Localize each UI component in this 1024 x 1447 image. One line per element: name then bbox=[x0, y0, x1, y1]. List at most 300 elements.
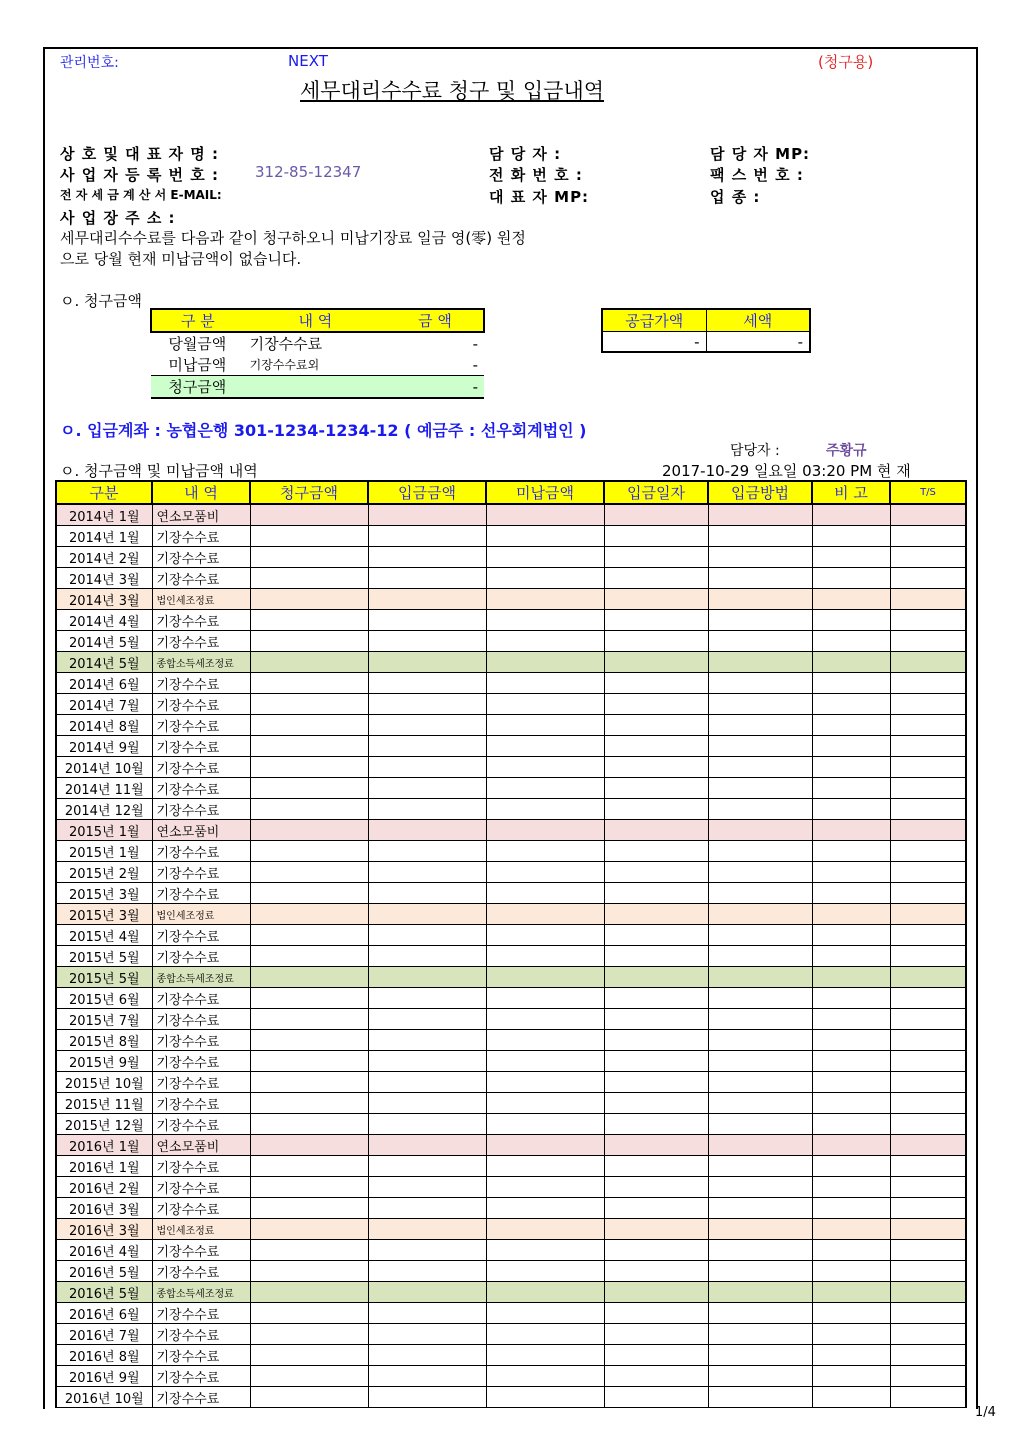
history-period: 2015년 3월 bbox=[56, 883, 152, 904]
history-cell bbox=[368, 568, 486, 589]
history-row bbox=[56, 504, 966, 526]
history-cell bbox=[708, 1219, 812, 1240]
history-cell bbox=[604, 547, 708, 568]
history-cell bbox=[890, 1240, 966, 1261]
notice-line-2: 으로 당월 현재 미납금액이 없습니다. bbox=[60, 250, 302, 268]
history-cell bbox=[250, 526, 368, 547]
history-detail: 기장수수료 bbox=[152, 1324, 250, 1345]
history-cell bbox=[604, 504, 708, 526]
history-cell bbox=[250, 589, 368, 610]
history-cell bbox=[604, 1261, 708, 1282]
history-cell bbox=[604, 820, 708, 841]
copy-type-label: (청구용) bbox=[818, 53, 874, 71]
history-period: 2014년 1월 bbox=[56, 504, 152, 526]
col-detail: 내 역 bbox=[152, 481, 250, 504]
history-period: 2014년 4월 bbox=[56, 610, 152, 631]
history-cell bbox=[486, 1324, 604, 1345]
history-cell bbox=[604, 1009, 708, 1030]
history-cell bbox=[368, 1072, 486, 1093]
history-cell bbox=[250, 1093, 368, 1114]
business-type-label: 업 종 : bbox=[710, 188, 761, 206]
history-cell bbox=[890, 1324, 966, 1345]
history-cell bbox=[604, 1324, 708, 1345]
history-cell bbox=[890, 1030, 966, 1051]
history-cell bbox=[708, 610, 812, 631]
history-cell bbox=[604, 610, 708, 631]
history-cell bbox=[486, 1135, 604, 1156]
history-detail: 기장수수료 bbox=[152, 1156, 250, 1177]
history-cell bbox=[708, 841, 812, 862]
history-cell bbox=[604, 988, 708, 1009]
history-detail: 연소모품비 bbox=[152, 1135, 250, 1156]
history-period: 2015년 4월 bbox=[56, 925, 152, 946]
history-cell bbox=[812, 631, 890, 652]
history-row bbox=[56, 862, 966, 883]
history-cell bbox=[368, 1240, 486, 1261]
history-cell bbox=[604, 841, 708, 862]
history-cell bbox=[368, 1261, 486, 1282]
history-cell bbox=[368, 778, 486, 799]
history-cell bbox=[890, 1366, 966, 1387]
history-cell bbox=[890, 694, 966, 715]
history-detail: 기장수수료 bbox=[152, 988, 250, 1009]
history-cell bbox=[812, 841, 890, 862]
history-row bbox=[56, 820, 966, 841]
history-cell bbox=[604, 1387, 708, 1408]
history-period: 2016년 4월 bbox=[56, 1240, 152, 1261]
history-period: 2015년 1월 bbox=[56, 820, 152, 841]
history-cell bbox=[812, 883, 890, 904]
history-cell bbox=[812, 673, 890, 694]
history-cell bbox=[812, 610, 890, 631]
history-row bbox=[56, 1303, 966, 1324]
history-row bbox=[56, 778, 966, 799]
history-row bbox=[56, 946, 966, 967]
history-cell bbox=[604, 778, 708, 799]
history-cell bbox=[368, 1135, 486, 1156]
history-row bbox=[56, 1177, 966, 1198]
history-cell bbox=[890, 1177, 966, 1198]
history-detail: 법인세조정료 bbox=[152, 904, 250, 925]
history-detail: 종합소득세조정료 bbox=[152, 1282, 250, 1303]
history-cell bbox=[708, 946, 812, 967]
history-cell bbox=[890, 1282, 966, 1303]
history-cell bbox=[708, 1114, 812, 1135]
history-detail: 기장수수료 bbox=[152, 1009, 250, 1030]
history-cell bbox=[604, 904, 708, 925]
history-cell bbox=[604, 589, 708, 610]
history-cell bbox=[890, 1072, 966, 1093]
history-cell bbox=[708, 778, 812, 799]
history-period: 2015년 5월 bbox=[56, 946, 152, 967]
history-cell bbox=[890, 504, 966, 526]
account-manager-name: 주황규 bbox=[826, 443, 867, 459]
history-cell bbox=[708, 1156, 812, 1177]
history-cell bbox=[486, 820, 604, 841]
history-detail: 기장수수료 bbox=[152, 568, 250, 589]
billing-header-detail: 내 역 bbox=[244, 309, 387, 332]
history-cell bbox=[708, 820, 812, 841]
history-cell bbox=[486, 1366, 604, 1387]
history-cell bbox=[368, 757, 486, 778]
history-cell bbox=[486, 967, 604, 988]
history-cell bbox=[708, 547, 812, 568]
history-period: 2014년 11월 bbox=[56, 778, 152, 799]
history-cell bbox=[250, 1219, 368, 1240]
history-cell bbox=[250, 652, 368, 673]
history-detail: 기장수수료 bbox=[152, 1093, 250, 1114]
billing-table bbox=[150, 308, 485, 399]
history-cell bbox=[368, 1303, 486, 1324]
history-row bbox=[56, 1114, 966, 1135]
history-cell bbox=[604, 1345, 708, 1366]
history-detail: 법인세조정료 bbox=[152, 1219, 250, 1240]
history-cell bbox=[486, 1345, 604, 1366]
history-period: 2016년 3월 bbox=[56, 1198, 152, 1219]
history-detail: 법인세조정료 bbox=[152, 589, 250, 610]
history-cell bbox=[486, 547, 604, 568]
history-cell bbox=[604, 1219, 708, 1240]
history-cell bbox=[368, 799, 486, 820]
history-period: 2014년 7월 bbox=[56, 694, 152, 715]
history-row bbox=[56, 1198, 966, 1219]
history-cell bbox=[708, 589, 812, 610]
history-cell bbox=[708, 736, 812, 757]
history-cell bbox=[604, 1072, 708, 1093]
history-cell bbox=[708, 1345, 812, 1366]
history-cell bbox=[250, 610, 368, 631]
history-cell bbox=[486, 504, 604, 526]
history-cell bbox=[486, 631, 604, 652]
history-cell bbox=[486, 988, 604, 1009]
history-cell bbox=[604, 1240, 708, 1261]
history-cell bbox=[890, 799, 966, 820]
history-row bbox=[56, 547, 966, 568]
history-cell bbox=[250, 946, 368, 967]
history-cell bbox=[250, 757, 368, 778]
history-cell bbox=[708, 652, 812, 673]
billing-section-label: ㅇ. 청구금액 bbox=[60, 292, 142, 310]
history-cell bbox=[890, 736, 966, 757]
history-cell bbox=[604, 526, 708, 547]
history-cell bbox=[604, 736, 708, 757]
history-cell bbox=[486, 1051, 604, 1072]
history-row bbox=[56, 904, 966, 925]
history-cell bbox=[604, 694, 708, 715]
history-row bbox=[56, 631, 966, 652]
history-cell bbox=[368, 547, 486, 568]
history-cell bbox=[486, 1198, 604, 1219]
history-detail: 기장수수료 bbox=[152, 1051, 250, 1072]
history-cell bbox=[486, 904, 604, 925]
history-cell bbox=[368, 715, 486, 736]
history-period: 2016년 5월 bbox=[56, 1282, 152, 1303]
history-cell bbox=[250, 736, 368, 757]
history-cell bbox=[250, 1198, 368, 1219]
history-cell bbox=[604, 1177, 708, 1198]
history-cell bbox=[368, 736, 486, 757]
history-cell bbox=[250, 967, 368, 988]
history-cell bbox=[604, 862, 708, 883]
history-cell bbox=[368, 1324, 486, 1345]
billing-amount: - bbox=[472, 334, 478, 353]
history-cell bbox=[250, 504, 368, 526]
history-cell bbox=[812, 1093, 890, 1114]
history-cell bbox=[486, 1282, 604, 1303]
history-cell bbox=[890, 841, 966, 862]
history-cell bbox=[486, 757, 604, 778]
history-row bbox=[56, 799, 966, 820]
history-cell bbox=[486, 1387, 604, 1408]
col-paid-date: 입금일자 bbox=[604, 481, 708, 504]
history-cell bbox=[708, 1240, 812, 1261]
history-cell bbox=[368, 883, 486, 904]
history-cell bbox=[250, 1009, 368, 1030]
history-detail: 기장수수료 bbox=[152, 610, 250, 631]
history-cell bbox=[486, 715, 604, 736]
history-detail: 기장수수료 bbox=[152, 736, 250, 757]
history-cell bbox=[604, 967, 708, 988]
history-row bbox=[56, 1387, 966, 1408]
history-header-row bbox=[56, 481, 966, 504]
history-cell bbox=[890, 967, 966, 988]
history-cell bbox=[368, 673, 486, 694]
history-row bbox=[56, 1261, 966, 1282]
history-period: 2016년 2월 bbox=[56, 1177, 152, 1198]
history-cell bbox=[486, 652, 604, 673]
history-row bbox=[56, 1093, 966, 1114]
history-cell bbox=[708, 1261, 812, 1282]
history-cell bbox=[708, 694, 812, 715]
history-cell bbox=[486, 1240, 604, 1261]
billing-amount: - bbox=[472, 355, 478, 374]
history-cell bbox=[812, 526, 890, 547]
page-title: 세무대리수수료 청구 및 입금내역 bbox=[300, 79, 605, 103]
history-cell bbox=[486, 526, 604, 547]
history-cell bbox=[812, 904, 890, 925]
history-period: 2014년 5월 bbox=[56, 631, 152, 652]
history-cell bbox=[812, 1009, 890, 1030]
history-row bbox=[56, 1135, 966, 1156]
history-cell bbox=[812, 1219, 890, 1240]
history-row bbox=[56, 757, 966, 778]
history-row bbox=[56, 610, 966, 631]
history-detail: 기장수수료 bbox=[152, 799, 250, 820]
history-detail: 기장수수료 bbox=[152, 694, 250, 715]
history-section-label: ㅇ. 청구금액 및 미납금액 내역 bbox=[60, 462, 258, 480]
history-cell bbox=[486, 778, 604, 799]
history-row bbox=[56, 1324, 966, 1345]
history-cell bbox=[812, 1072, 890, 1093]
history-cell bbox=[604, 925, 708, 946]
history-cell bbox=[604, 673, 708, 694]
history-detail: 기장수수료 bbox=[152, 526, 250, 547]
history-cell bbox=[812, 652, 890, 673]
history-cell bbox=[250, 925, 368, 946]
history-cell bbox=[368, 1387, 486, 1408]
supply-header-tax: 세액 bbox=[706, 309, 810, 332]
company-label: 상 호 및 대 표 자 명 : bbox=[60, 145, 219, 163]
history-row bbox=[56, 1345, 966, 1366]
billing-detail: 기장수수료 bbox=[249, 335, 323, 353]
history-row bbox=[56, 1282, 966, 1303]
history-period: 2016년 6월 bbox=[56, 1303, 152, 1324]
history-detail: 기장수수료 bbox=[152, 841, 250, 862]
history-cell bbox=[708, 1177, 812, 1198]
history-cell bbox=[368, 1219, 486, 1240]
history-cell bbox=[708, 631, 812, 652]
history-cell bbox=[486, 736, 604, 757]
history-cell bbox=[708, 526, 812, 547]
history-cell bbox=[250, 631, 368, 652]
history-cell bbox=[250, 568, 368, 589]
history-cell bbox=[890, 1135, 966, 1156]
history-cell bbox=[812, 1240, 890, 1261]
col-unpaid: 미납금액 bbox=[486, 481, 604, 504]
history-cell bbox=[486, 1114, 604, 1135]
history-period: 2015년 2월 bbox=[56, 862, 152, 883]
history-cell bbox=[812, 1303, 890, 1324]
history-cell bbox=[486, 694, 604, 715]
history-cell bbox=[250, 988, 368, 1009]
history-detail: 기장수수료 bbox=[152, 757, 250, 778]
history-cell bbox=[890, 1114, 966, 1135]
history-cell bbox=[486, 673, 604, 694]
history-cell bbox=[250, 1387, 368, 1408]
history-cell bbox=[368, 925, 486, 946]
history-cell bbox=[890, 1387, 966, 1408]
history-cell bbox=[890, 1009, 966, 1030]
history-cell bbox=[890, 925, 966, 946]
history-cell bbox=[250, 1366, 368, 1387]
history-cell bbox=[812, 1324, 890, 1345]
history-cell bbox=[812, 799, 890, 820]
history-detail: 연소모품비 bbox=[152, 504, 250, 526]
history-cell bbox=[250, 883, 368, 904]
history-cell bbox=[486, 589, 604, 610]
history-cell bbox=[486, 1177, 604, 1198]
history-period: 2014년 10월 bbox=[56, 757, 152, 778]
account-manager-label: 담당자 : bbox=[730, 443, 780, 459]
history-as-of: 2017-10-29 일요일 03:20 PM 현 재 bbox=[662, 462, 911, 480]
col-period: 구분 bbox=[56, 481, 152, 504]
billing-total-row bbox=[151, 376, 484, 399]
history-cell bbox=[708, 1093, 812, 1114]
history-cell bbox=[486, 1261, 604, 1282]
history-cell bbox=[708, 1009, 812, 1030]
history-detail: 기장수수료 bbox=[152, 1177, 250, 1198]
history-cell bbox=[812, 1051, 890, 1072]
history-cell bbox=[708, 925, 812, 946]
history-cell bbox=[890, 757, 966, 778]
history-cell bbox=[368, 1009, 486, 1030]
history-cell bbox=[890, 862, 966, 883]
supply-table bbox=[601, 308, 811, 353]
history-cell bbox=[368, 946, 486, 967]
history-detail: 기장수수료 bbox=[152, 1261, 250, 1282]
address-label: 사 업 장 주 소 : bbox=[60, 209, 176, 227]
history-cell bbox=[812, 568, 890, 589]
history-detail: 연소모품비 bbox=[152, 820, 250, 841]
history-period: 2016년 1월 bbox=[56, 1135, 152, 1156]
history-period: 2015년 7월 bbox=[56, 1009, 152, 1030]
history-cell bbox=[486, 862, 604, 883]
history-period: 2015년 10월 bbox=[56, 1072, 152, 1093]
history-cell bbox=[368, 1051, 486, 1072]
history-period: 2016년 1월 bbox=[56, 1156, 152, 1177]
history-cell bbox=[368, 610, 486, 631]
history-cell bbox=[368, 1093, 486, 1114]
history-cell bbox=[250, 1324, 368, 1345]
history-cell bbox=[604, 631, 708, 652]
history-period: 2016년 9월 bbox=[56, 1366, 152, 1387]
history-cell bbox=[890, 1093, 966, 1114]
history-period: 2014년 3월 bbox=[56, 568, 152, 589]
history-cell bbox=[708, 568, 812, 589]
history-cell bbox=[250, 1051, 368, 1072]
history-detail: 기장수수료 bbox=[152, 673, 250, 694]
history-cell bbox=[368, 694, 486, 715]
history-cell bbox=[250, 715, 368, 736]
history-cell bbox=[486, 1030, 604, 1051]
billing-category: 미납금액 bbox=[168, 356, 227, 374]
supply-price-value: - bbox=[602, 332, 706, 353]
history-detail: 기장수수료 bbox=[152, 925, 250, 946]
history-detail: 기장수수료 bbox=[152, 715, 250, 736]
history-cell bbox=[812, 1387, 890, 1408]
history-cell bbox=[604, 1303, 708, 1324]
history-cell bbox=[812, 694, 890, 715]
history-cell bbox=[812, 1156, 890, 1177]
history-cell bbox=[250, 1303, 368, 1324]
billing-detail: 기장수수료외 bbox=[249, 358, 320, 372]
history-cell bbox=[890, 652, 966, 673]
history-cell bbox=[890, 778, 966, 799]
history-detail: 기장수수료 bbox=[152, 1366, 250, 1387]
history-cell bbox=[890, 820, 966, 841]
history-cell bbox=[812, 1366, 890, 1387]
history-cell bbox=[368, 988, 486, 1009]
history-cell bbox=[812, 862, 890, 883]
history-cell bbox=[368, 1030, 486, 1051]
history-cell bbox=[708, 862, 812, 883]
history-row bbox=[56, 1051, 966, 1072]
history-cell bbox=[812, 547, 890, 568]
history-period: 2015년 9월 bbox=[56, 1051, 152, 1072]
history-cell bbox=[250, 904, 368, 925]
history-cell bbox=[812, 1135, 890, 1156]
history-cell bbox=[604, 568, 708, 589]
history-period: 2015년 5월 bbox=[56, 967, 152, 988]
history-cell bbox=[368, 1345, 486, 1366]
history-cell bbox=[486, 1303, 604, 1324]
history-cell bbox=[812, 715, 890, 736]
history-cell bbox=[368, 820, 486, 841]
history-cell bbox=[708, 967, 812, 988]
history-cell bbox=[250, 820, 368, 841]
col-billed: 청구금액 bbox=[250, 481, 368, 504]
history-cell bbox=[708, 904, 812, 925]
history-period: 2015년 6월 bbox=[56, 988, 152, 1009]
history-row bbox=[56, 841, 966, 862]
fax-label: 팩 스 번 호 : bbox=[710, 166, 804, 184]
history-cell bbox=[708, 715, 812, 736]
email-label: 전 자 세 금 계 산 서 E-MAIL: bbox=[60, 188, 222, 202]
history-period: 2014년 5월 bbox=[56, 652, 152, 673]
history-row bbox=[56, 526, 966, 547]
history-cell bbox=[250, 1345, 368, 1366]
history-period: 2014년 12월 bbox=[56, 799, 152, 820]
